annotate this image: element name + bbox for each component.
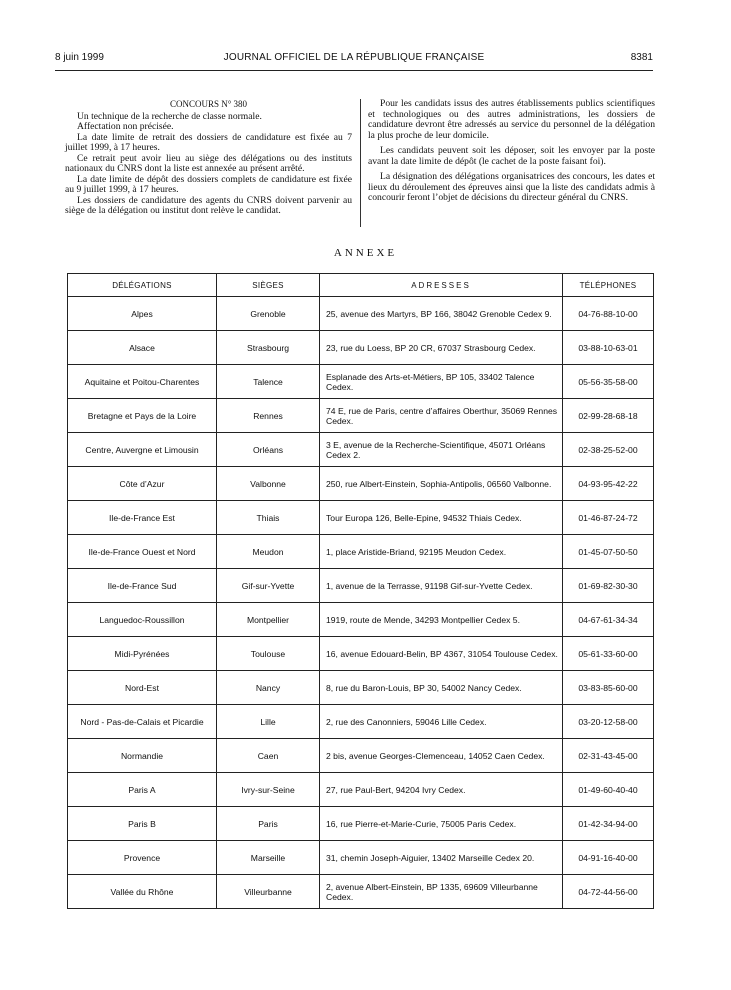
telephone-cell: 02-38-25-52-00 (563, 433, 654, 467)
siege-cell: Thiais (217, 501, 320, 535)
page-number: 8381 (630, 52, 653, 63)
delegation-cell: Alpes (68, 297, 217, 331)
table-row (68, 331, 654, 365)
siege-cell: Valbonne (217, 467, 320, 501)
header-rule (55, 70, 653, 71)
siege-cell: Lille (217, 705, 320, 739)
siege-cell: Caen (217, 739, 320, 773)
delegation-cell: Bretagne et Pays de la Loire (68, 399, 217, 433)
table-row (68, 875, 654, 909)
delegation-cell: Paris A (68, 773, 217, 807)
siege-cell: Villeurbanne (217, 875, 320, 909)
table-header-row (68, 274, 654, 297)
table-row (68, 467, 654, 501)
delegation-cell: Midi-Pyrénées (68, 637, 217, 671)
table-row (68, 501, 654, 535)
table-row (68, 535, 654, 569)
page-header (55, 52, 653, 68)
adresse-cell: 25, avenue des Martyrs, BP 166, 38042 Grenoble Cedex 9. (320, 297, 563, 331)
adresse-cell: 1, avenue de la Terrasse, 91198 Gif-sur-Yvette Cedex. (320, 569, 563, 603)
delegation-cell: Alsace (68, 331, 217, 365)
header-delegations: DÉLÉGATIONS (68, 274, 217, 297)
delegation-cell: Nord-Est (68, 671, 217, 705)
siege-cell: Grenoble (217, 297, 320, 331)
telephone-cell: 01-69-82-30-30 (563, 569, 654, 603)
journal-title: JOURNAL OFFICIEL DE LA RÉPUBLIQUE FRANÇAISE (223, 52, 485, 63)
table-row (68, 365, 654, 399)
adresse-cell: 1919, route de Mende, 34293 Montpellier Cedex 5. (320, 603, 563, 637)
delegation-cell: Ile-de-France Est (68, 501, 217, 535)
telephone-cell: 05-61-33-60-00 (563, 637, 654, 671)
table-row (68, 433, 654, 467)
adresse-cell: 8, rue du Baron-Louis, BP 30, 54002 Nancy Cedex. (320, 671, 563, 705)
adresse-cell: 16, avenue Edouard-Belin, BP 4367, 31054 Toulouse Cedex. (320, 637, 563, 671)
delegations-table (67, 273, 654, 909)
adresse-cell: 2, avenue Albert-Einstein, BP 1335, 69609 Villeurbanne Cedex. (320, 875, 563, 909)
telephone-cell: 01-45-07-50-50 (563, 535, 654, 569)
telephone-cell: 04-72-44-56-00 (563, 875, 654, 909)
delegation-cell: Côte d’Azur (68, 467, 217, 501)
paragraph: Affectation non précisée. (77, 121, 174, 132)
siege-cell: Montpellier (217, 603, 320, 637)
table-row (68, 705, 654, 739)
siege-cell: Talence (217, 365, 320, 399)
header-telephones: TÉLÉPHONES (563, 274, 654, 297)
paragraph: Un technique de la recherche de classe normale. (77, 110, 262, 122)
paragraph: Les dossiers de candidature des agents du CNRS doivent parvenir au siège de la délégation ou institut dont relève le candidat. (65, 194, 352, 216)
siege-cell: Rennes (217, 399, 320, 433)
paragraph: La date limite de retrait des dossiers de candidature est fixée au 7 juillet 1999, à 17 heures. (65, 131, 352, 153)
telephone-cell: 04-91-16-40-00 (563, 841, 654, 875)
table-row (68, 807, 654, 841)
paragraph: Les candidats peuvent soit les déposer, soit les envoyer par la poste avant la date limite de dépôt (le cachet de la poste faisant foi). (368, 145, 655, 167)
adresse-cell: Tour Europa 126, Belle-Epine, 94532 Thiais Cedex. (320, 501, 563, 535)
right-column (368, 99, 655, 204)
siege-cell: Toulouse (217, 637, 320, 671)
siege-cell: Gif-sur-Yvette (217, 569, 320, 603)
annexe-heading: ANNEXE (333, 247, 398, 259)
telephone-cell: 05-56-35-58-00 (563, 365, 654, 399)
delegation-cell: Ile-de-France Sud (68, 569, 217, 603)
adresse-cell: 2, rue des Canonniers, 59046 Lille Cedex. (320, 705, 563, 739)
telephone-cell: 01-46-87-24-72 (563, 501, 654, 535)
paragraph: La désignation des délégations organisatrices des concours, les dates et lieux du déroulement des épreuves ainsi que la liste des candidats admis à concourir feront l’objet de décisions du directeur général du CNRS. (368, 171, 655, 203)
paragraph: La date limite de dépôt des dossiers complets de candidature est fixée au 9 juillet 1999, à 17 heures. (65, 173, 352, 195)
adresse-cell: 74 E, rue de Paris, centre d’affaires Oberthur, 35069 Rennes Cedex. (320, 399, 563, 433)
adresse-cell: 23, rue du Loess, BP 20 CR, 67037 Strasbourg Cedex. (320, 331, 563, 365)
table-row (68, 841, 654, 875)
telephone-cell: 03-83-85-60-00 (563, 671, 654, 705)
adresse-cell: 1, place Aristide-Briand, 92195 Meudon Cedex. (320, 535, 563, 569)
adresse-cell: 16, rue Pierre-et-Marie-Curie, 75005 Paris Cedex. (320, 807, 563, 841)
adresse-cell: 3 E, avenue de la Recherche-Scientifique, 45071 Orléans Cedex 2. (320, 433, 563, 467)
telephone-cell: 04-76-88-10-00 (563, 297, 654, 331)
adresse-cell: 27, rue Paul-Bert, 94204 Ivry Cedex. (320, 773, 563, 807)
delegation-cell: Aquitaine et Poitou-Charentes (68, 365, 217, 399)
telephone-cell: 02-99-28-68-18 (563, 399, 654, 433)
adresse-cell: 250, rue Albert-Einstein, Sophia-Antipolis, 06560 Valbonne. (320, 467, 563, 501)
delegation-cell: Normandie (68, 739, 217, 773)
telephone-cell: 03-88-10-63-01 (563, 331, 654, 365)
table-row (68, 603, 654, 637)
telephone-cell: 01-42-34-94-00 (563, 807, 654, 841)
telephone-cell: 04-93-95-42-22 (563, 467, 654, 501)
table-row (68, 739, 654, 773)
table-body (68, 297, 654, 909)
paragraph: Pour les candidats issus des autres établissements publics scientifiques et technologiques ou des autres administrations, les dossiers de candidature devront être adressés au service du personnel de la délégation la plus proche de leur domicile. (368, 98, 655, 141)
header-adresses: ADRESSES (320, 274, 563, 297)
siege-cell: Nancy (217, 671, 320, 705)
delegation-cell: Provence (68, 841, 217, 875)
telephone-cell: 01-49-60-40-40 (563, 773, 654, 807)
table-row (68, 297, 654, 331)
concours-title: CONCOURS N° 380 (169, 99, 248, 109)
siege-cell: Ivry-sur-Seine (217, 773, 320, 807)
delegation-cell: Nord - Pas-de-Calais et Picardie (68, 705, 217, 739)
siege-cell: Orléans (217, 433, 320, 467)
siege-cell: Strasbourg (217, 331, 320, 365)
siege-cell: Paris (217, 807, 320, 841)
delegation-cell: Paris B (68, 807, 217, 841)
delegation-cell: Centre, Auvergne et Limousin (68, 433, 217, 467)
column-separator (360, 99, 361, 227)
adresse-cell: Esplanade des Arts-et-Métiers, BP 105, 33402 Talence Cedex. (320, 365, 563, 399)
telephone-cell: 03-20-12-58-00 (563, 705, 654, 739)
table-row (68, 637, 654, 671)
table-row (68, 569, 654, 603)
table-row (68, 773, 654, 807)
delegation-cell: Languedoc-Roussillon (68, 603, 217, 637)
adresse-cell: 31, chemin Joseph-Aiguier, 13402 Marseille Cedex 20. (320, 841, 563, 875)
adresse-cell: 2 bis, avenue Georges-Clemenceau, 14052 Caen Cedex. (320, 739, 563, 773)
paragraph: Ce retrait peut avoir lieu au siège des délégations ou des instituts nationaux du CNRS dont la liste est annexée au présent arrêté. (65, 152, 352, 174)
issue-date: 8 juin 1999 (55, 52, 104, 63)
delegation-cell: Vallée du Rhône (68, 875, 217, 909)
telephone-cell: 04-67-61-34-34 (563, 603, 654, 637)
left-column (65, 99, 352, 217)
table-row (68, 399, 654, 433)
siege-cell: Marseille (217, 841, 320, 875)
siege-cell: Meudon (217, 535, 320, 569)
delegation-cell: Ile-de-France Ouest et Nord (68, 535, 217, 569)
telephone-cell: 02-31-43-45-00 (563, 739, 654, 773)
header-sieges: SIÈGES (217, 274, 320, 297)
table-row (68, 671, 654, 705)
